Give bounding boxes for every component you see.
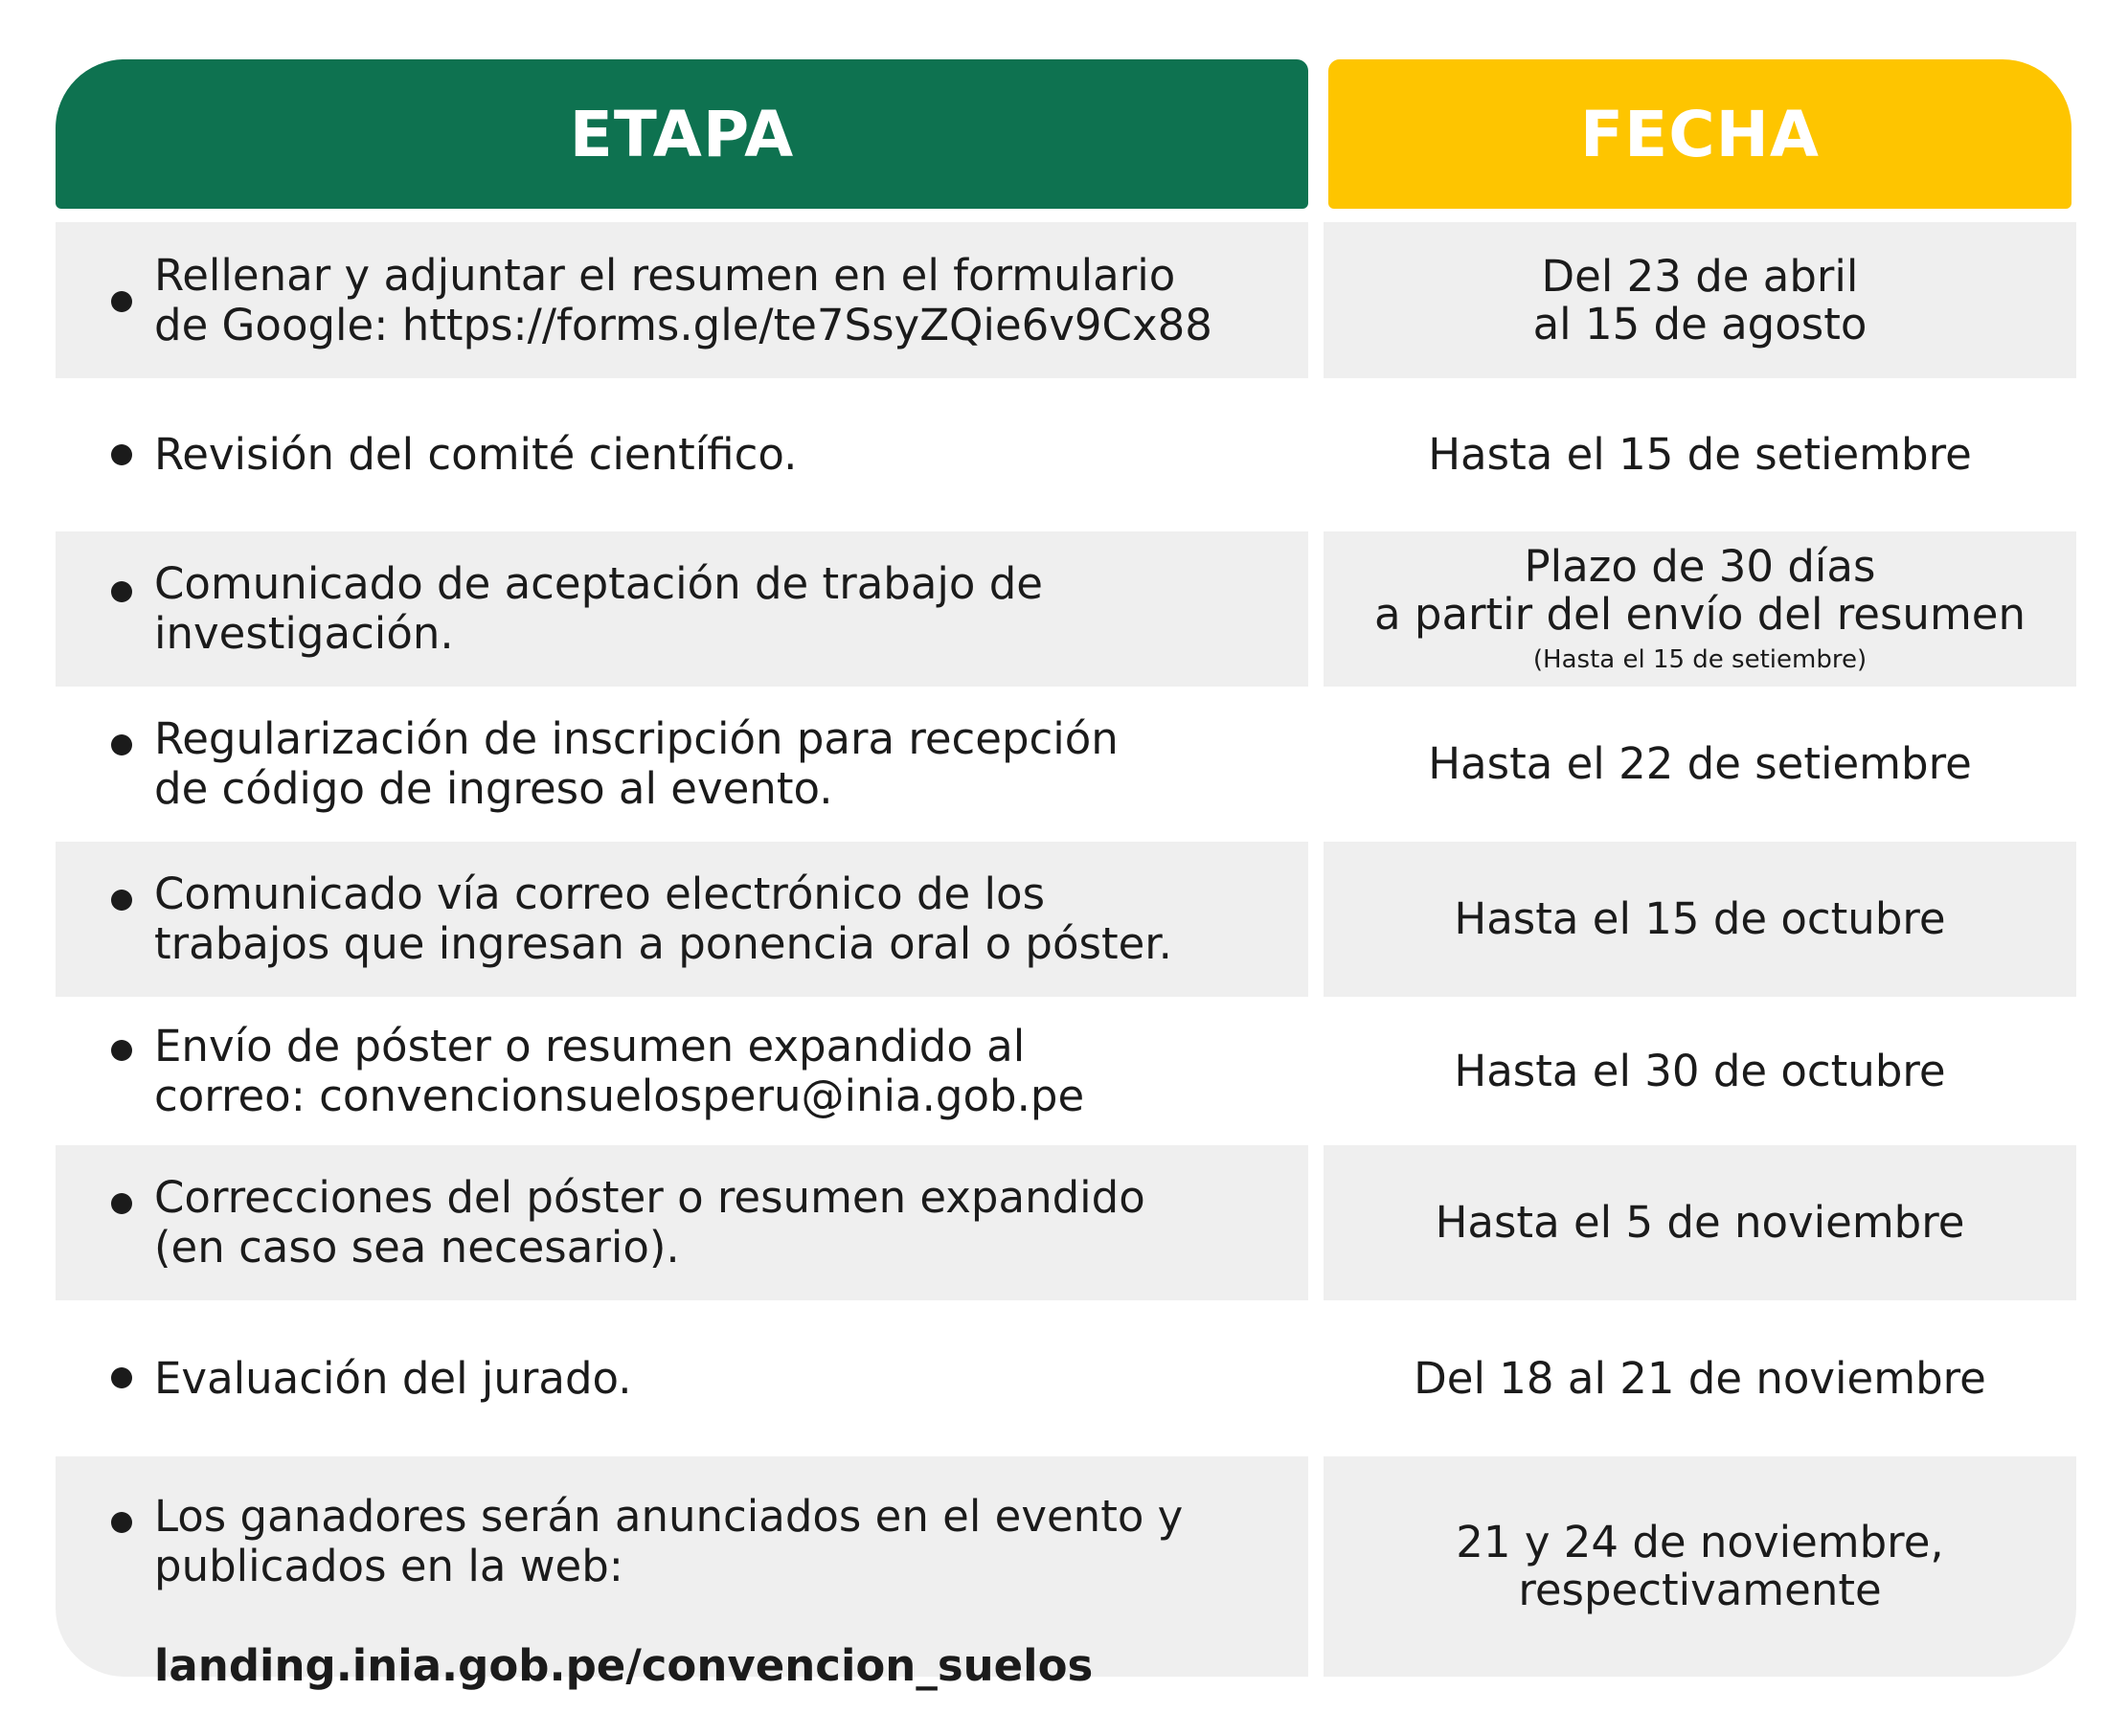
etapa-text: Los ganadores serán anunciados en el evento y publicados en la web:	[154, 1491, 1184, 1591]
fecha-note: (Hasta el 15 de setiembre)	[1532, 645, 1868, 674]
etapa-cell	[56, 1300, 1308, 1456]
bullet-icon	[111, 734, 132, 755]
etapa-text: Revisión del comité científico.	[154, 429, 798, 480]
etapa-header: ETAPA	[56, 59, 1308, 209]
etapa-cell	[56, 842, 1308, 997]
fecha-text: Hasta el 15 de setiembre	[1428, 429, 1972, 480]
web-link[interactable]: landing.inia.gob.pe/convencion_suelos	[154, 1640, 1094, 1691]
etapa-cell	[56, 1145, 1308, 1300]
fecha-text: Hasta el 22 de setiembre	[1428, 738, 1972, 789]
fecha-cell	[1324, 378, 2076, 531]
fecha-cell	[1324, 687, 2076, 842]
etapa-text: Envío de póster o resumen expandido al correo: convencionsuelosperu@inia.gob.pe	[154, 1020, 1085, 1121]
bullet-icon	[111, 1367, 132, 1388]
fecha-cell	[1324, 1145, 2076, 1300]
etapa-text: Comunicado de aceptación de trabajo de investigación.	[154, 558, 1043, 659]
bullet-icon	[111, 291, 132, 312]
fecha-text: Plazo de 30 días a partir del envío del resumen	[1374, 541, 2026, 640]
bullet-icon	[111, 1040, 132, 1061]
fecha-text: Hasta el 5 de noviembre	[1435, 1197, 1965, 1248]
fecha-header: FECHA	[1328, 59, 2071, 209]
etapa-cell	[56, 531, 1308, 687]
etapa-text: Comunicado vía correo electrónico de los trabajos que ingresan a ponencia oral o póster.	[154, 868, 1172, 969]
fecha-text: Del 23 de abril al 15 de agosto	[1532, 250, 1868, 349]
etapa-cell	[56, 222, 1308, 378]
fecha-cell	[1324, 997, 2076, 1145]
fecha-cell	[1324, 1300, 2076, 1456]
bullet-icon	[111, 890, 132, 911]
bullet-icon	[111, 444, 132, 465]
fecha-cell	[1324, 842, 2076, 997]
bullet-icon	[111, 581, 132, 602]
etapa-text: Correcciones del póster o resumen expandido (en caso sea necesario).	[154, 1172, 1145, 1273]
fecha-cell	[1324, 531, 2076, 687]
etapa-cell	[56, 997, 1308, 1145]
bullet-icon	[111, 1512, 132, 1533]
etapa-cell	[56, 687, 1308, 842]
etapa-text: Regularización de inscripción para recepción de código de ingreso al evento.	[154, 713, 1119, 814]
bullet-icon	[111, 1193, 132, 1214]
fecha-text: Hasta el 15 de octubre	[1454, 893, 1946, 944]
fecha-cell	[1324, 222, 2076, 378]
fecha-text: Hasta el 30 de octubre	[1454, 1045, 1946, 1096]
fecha-text: Del 18 al 21 de noviembre	[1414, 1352, 1986, 1404]
etapa-text-block	[154, 1442, 1183, 1691]
etapa-text: Evaluación del jurado.	[154, 1352, 632, 1404]
fecha-text: 21 y 24 de noviembre, respectivamente	[1456, 1517, 1944, 1615]
fecha-cell	[1324, 1456, 2076, 1677]
etapa-cell	[56, 378, 1308, 531]
etapa-cell	[56, 1456, 1308, 1691]
etapa-text: Rellenar y adjuntar el resumen en el formulario de Google: https://forms.gle/te7SsyZQie6v9Cx88	[154, 249, 1212, 350]
